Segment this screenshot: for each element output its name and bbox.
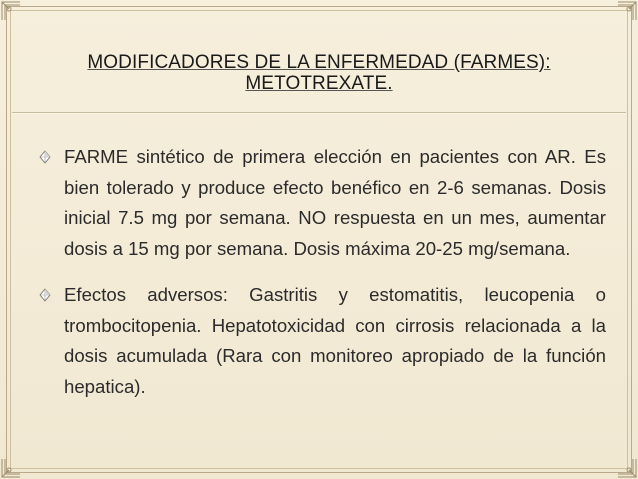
title-divider bbox=[12, 112, 626, 113]
bullet-text: FARME sintético de primera elección en pacientes con AR. Es bien tolerado y produce efecto benéfico en 2-6 semanas. Dosis inicial 7.5 mg por semana. NO respuesta en un mes, aumentar dosis a 15 mg por semana. Dosis máxima 20-25 mg/semana. bbox=[64, 146, 606, 259]
bullet-list bbox=[34, 142, 606, 418]
bullet-text: Efectos adversos: Gastritis y estomatitis, leucopenia o trombocitopenia. Hepatotoxicidad con cirrosis relacionada a la dosis acumulada (Rara con monitoreo apropiado de la función hepatica). bbox=[64, 284, 606, 397]
corner-ornament-icon bbox=[0, 457, 22, 479]
bullet-item bbox=[34, 280, 606, 402]
corner-ornament-icon bbox=[0, 0, 22, 22]
corner-ornament-icon bbox=[616, 0, 638, 22]
slide-title bbox=[40, 52, 598, 94]
slide-title-line-2: METOTREXATE. bbox=[245, 73, 393, 94]
diamond-bullet-icon bbox=[38, 288, 52, 302]
bullet-item bbox=[34, 142, 606, 264]
corner-ornament-icon bbox=[616, 457, 638, 479]
diamond-bullet-icon bbox=[38, 150, 52, 164]
slide-title-line-1: MODIFICADORES DE LA ENFERMEDAD (FARMES): bbox=[87, 52, 551, 73]
